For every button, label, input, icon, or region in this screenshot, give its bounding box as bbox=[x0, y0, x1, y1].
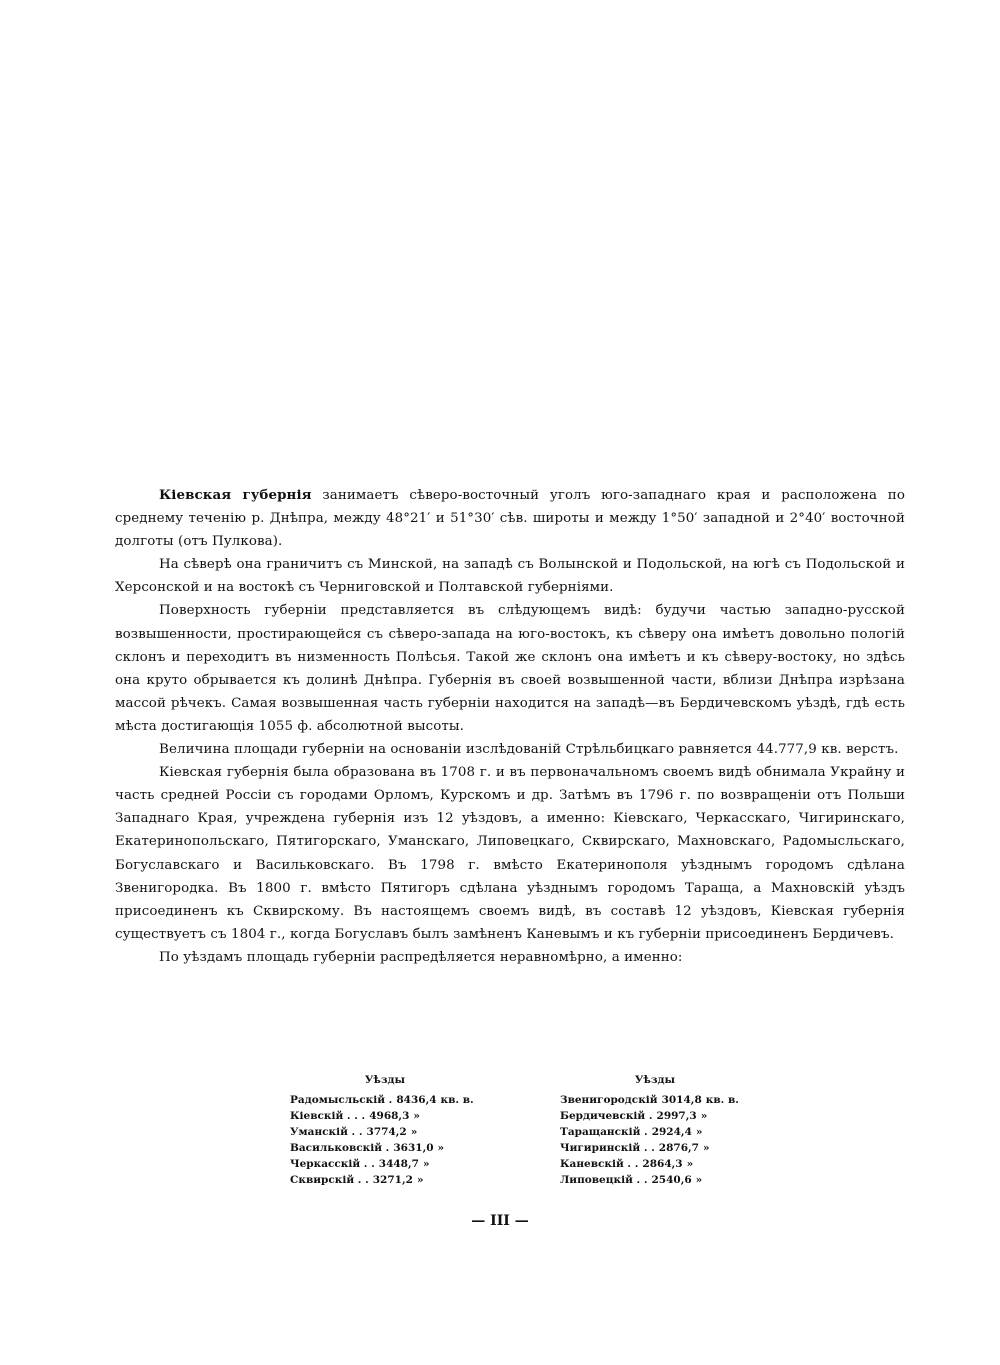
table-column-right bbox=[560, 1072, 750, 1188]
table-row bbox=[290, 1092, 480, 1108]
table-row bbox=[560, 1124, 750, 1140]
paragraph bbox=[115, 484, 905, 553]
area-unit: » bbox=[416, 1174, 424, 1186]
district-area: 8436,4 bbox=[396, 1094, 437, 1106]
district-name: Чигиринскій . . bbox=[560, 1142, 655, 1154]
area-unit: » bbox=[695, 1126, 703, 1138]
area-unit: » bbox=[422, 1158, 430, 1170]
district-area-table bbox=[290, 1072, 750, 1188]
district-name: Липовецкій . . bbox=[560, 1174, 648, 1186]
district-name: Радомысльскій . bbox=[290, 1094, 393, 1106]
area-unit: » bbox=[700, 1110, 708, 1122]
table-row bbox=[290, 1172, 480, 1188]
district-name: Звенигородскій bbox=[560, 1094, 658, 1106]
table-row bbox=[560, 1108, 750, 1124]
paragraph-text: По уѣздамъ площадь губерніи распредѣляется неравномѣрно, а именно: bbox=[159, 949, 683, 965]
table-row bbox=[560, 1140, 750, 1156]
district-area: 3271,2 bbox=[372, 1174, 413, 1186]
district-area: 3631,0 bbox=[393, 1142, 434, 1154]
table-row bbox=[290, 1108, 480, 1124]
area-unit: » bbox=[410, 1126, 418, 1138]
district-area: 3448,7 bbox=[378, 1158, 419, 1170]
table-row bbox=[290, 1140, 480, 1156]
area-unit: кв. в. bbox=[440, 1094, 474, 1106]
district-area: 4968,3 bbox=[369, 1110, 410, 1122]
body-text bbox=[115, 484, 905, 969]
paragraph-text: Кіевская губернія была образована въ 1708 г. и въ первоначальномъ своемъ видѣ обнимала Украйну и часть средней Россіи съ городами Орломъ, Курскомъ и др. Затѣмъ въ 1796 г. по возвращеніи отъ Польши Западнаго Края, учреждена губернія изъ 12 уѣздовъ, а именно: Кіевскаго, Черкасскаго, Чигиринскаго, Екатеринопольскаго, Пятигорскаго, Уманскаго, Липовецкаго, Сквирскаго, Махновскаго, Радомысльскаго, Богуславскаго и Васильковскаго. Въ 1798 г. вмѣсто Екатеринополя уѣзднымъ городомъ сдѣлана Звенигородка. Въ 1800 г. вмѣсто Пятигоръ сдѣлана уѣзднымъ городомъ Таращa, а Махновскій уѣздъ присоединенъ къ Сквирскому. Въ настоящемъ своемъ видѣ, въ составѣ 12 уѣздовъ, Кіевская губернія существуетъ съ 1804 г., когда Богуславъ былъ замѣненъ Каневымъ и къ губерніи присоединенъ Бердичевъ. bbox=[115, 765, 905, 942]
area-unit: » bbox=[695, 1174, 703, 1186]
paragraph bbox=[115, 553, 905, 599]
district-name: Уманскій . . bbox=[290, 1126, 363, 1138]
district-name: Сквирскій . . bbox=[290, 1174, 369, 1186]
district-name: Бердичевскій . bbox=[560, 1110, 653, 1122]
district-name: Черкасскій . . bbox=[290, 1158, 375, 1170]
district-area: 2540,6 bbox=[651, 1174, 692, 1186]
page-number: — III — bbox=[471, 1213, 529, 1229]
area-unit: » bbox=[702, 1142, 710, 1154]
district-name: Кіевскій . . . bbox=[290, 1110, 366, 1122]
district-area: 2997,3 bbox=[656, 1110, 697, 1122]
district-area: 3774,2 bbox=[366, 1126, 407, 1138]
district-area: 2864,3 bbox=[642, 1158, 683, 1170]
paragraph bbox=[115, 599, 905, 738]
column-header: Уѣзды bbox=[634, 1074, 676, 1086]
area-unit: » bbox=[413, 1110, 420, 1122]
area-unit: кв. в. bbox=[705, 1094, 739, 1106]
district-area: 2876,7 bbox=[658, 1142, 699, 1154]
paragraph-text: Величина площади губерніи на основаніи изслѣдованій Стрѣльбицкаго равняется 44.777,9 кв. верстъ. bbox=[159, 742, 899, 758]
district-area: 3014,8 bbox=[661, 1094, 702, 1106]
district-name: Васильковскій . bbox=[290, 1142, 390, 1154]
table-row bbox=[560, 1092, 750, 1108]
district-name: Каневскій . . bbox=[560, 1158, 639, 1170]
table-row bbox=[290, 1156, 480, 1172]
table-row bbox=[560, 1156, 750, 1172]
column-header: Уѣзды bbox=[364, 1074, 406, 1086]
district-name: Таращанскій . bbox=[560, 1126, 648, 1138]
paragraph bbox=[115, 761, 905, 946]
paragraph bbox=[115, 946, 905, 969]
district-area: 2924,4 bbox=[651, 1126, 692, 1138]
area-unit: » bbox=[686, 1158, 694, 1170]
paragraph-text: На сѣверѣ она граничитъ съ Минской, на западѣ съ Волынской и Подольской, на югѣ съ Подольской и Херсонской и на востокѣ съ Черниговской и Полтавской губерніями. bbox=[115, 557, 905, 596]
paragraph bbox=[115, 738, 905, 761]
table-row bbox=[560, 1172, 750, 1188]
table-column-left bbox=[290, 1072, 480, 1188]
paragraph-lead: Кіевская губернія bbox=[159, 487, 312, 503]
paragraph-text: занимаетъ сѣверо-восточный уголъ юго-западнаго края и расположена по среднему теченію р. Днѣпра, между 48°21′ и 51°30′ сѣв. широты и между 1°50′ западной и 2°40′ восточной долготы (отъ Пулкова). bbox=[115, 488, 905, 550]
area-unit: » bbox=[437, 1142, 445, 1154]
paragraph-text: Поверхность губерніи представляется въ слѣдующемъ видѣ: будучи частью западно-русской возвышенности, простирающейся съ сѣверо-запада на юго-востокъ, къ сѣверу она имѣетъ довольно пологій склонъ и переходитъ въ низменность Полѣсья. Такой же склонъ она имѣетъ и къ сѣверу-востоку, но здѣсь она круто обрывается къ долинѣ Днѣпра. Губернія въ своей возвышенной части, вблизи Днѣпра изрѣзана массой рѣчекъ. Самая возвышенная часть губерніи находится на западѣ—въ Бердичевскомъ уѣздѣ, гдѣ есть мѣста достигающія 1055 ф. абсолютной высоты. bbox=[115, 603, 905, 734]
table-row bbox=[290, 1124, 480, 1140]
